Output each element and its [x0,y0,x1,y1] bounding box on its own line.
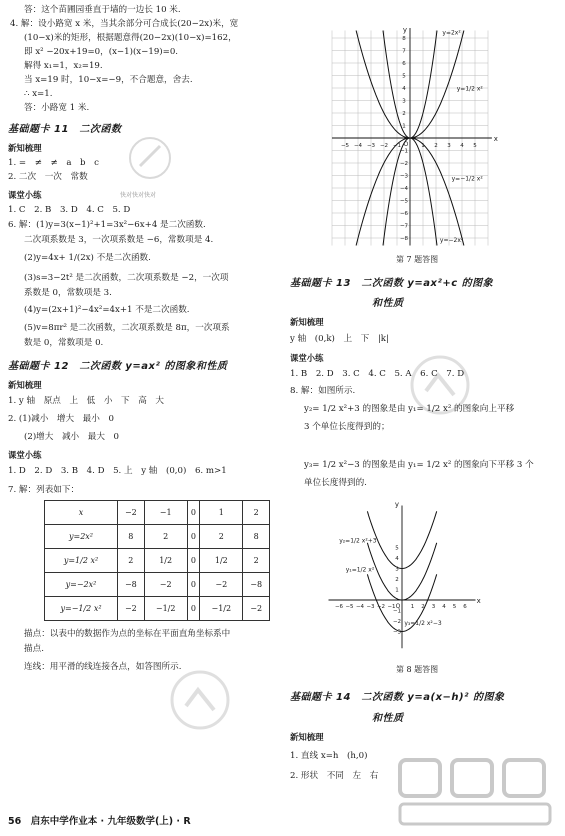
x-tick-label: −1 [387,604,396,610]
table-cell: 2 [243,501,270,525]
table-cell: −2 [118,501,145,525]
x-axis-label: x [493,135,498,143]
x-tick-label: −6 [334,604,344,610]
x-tick-label: 4 [442,604,446,610]
figure-7-caption: 第 7 题答图 [396,255,439,264]
table-cell: 2 [118,549,145,573]
answer-line: 1. = ≠ ≠ a b c [8,158,99,168]
subheading-new-knowledge: 新知梳理 [290,732,324,742]
y-tick-label: −6 [399,211,409,217]
figure-8-labels [335,501,481,636]
y-tick-label: 6 [402,61,406,67]
page-footer: 56 启东中学作业本 · 九年级数学(上) · R [8,816,191,827]
answer-line: (2)y=4x+ 1/(2x) 不是二次函数. [24,253,151,263]
kuaidui-watermark-icon [400,345,480,425]
table-cell: −1/2 [144,597,187,621]
answer-line: 2. 形状 不同 左 右 [290,771,379,781]
table-row [45,573,270,597]
answer-line: 3 个单位长度得到的； [304,422,390,432]
figure-8-caption: 第 8 题答图 [396,665,439,674]
table-cell: −8 [118,573,145,597]
table-cell: −2 [200,573,243,597]
y-tick-label: 2 [402,111,406,117]
table-cell: −1/2 [200,597,243,621]
answer-line: 二次项系数是 3，一次项系数是 −6，常数项是 4. [24,235,214,245]
answer-line: 当 x=19 时，10−x=−9，不合题意，舍去. [24,75,193,85]
answer-line: y₂= 1/2 x²+3 的图象是由 y₁= 1/2 x² 的图象向上平移 [304,404,515,414]
curve-label: y=−1/2 x² [451,175,483,183]
curve-label: y₁=1/2 x² [345,566,375,574]
x-tick-label: −3 [366,604,375,610]
x-tick-label: −2 [376,604,386,610]
answer-line: 描点. [24,644,44,654]
origin-label: O [403,141,409,148]
table-cell: 0 [187,549,200,573]
x-tick-label: 3 [431,604,436,610]
answer-line: 7. 解：列表如下： [8,485,80,495]
answer-line: (10−x)米的矩形，根据题意得(20−2x)(10−x)=162， [24,33,237,43]
y-tick-label: 5 [395,545,399,552]
answer-line: 4. 解：设小路宽 x 米，当其余部分可合成长(20−2x)米，宽 [10,19,239,29]
section-title-13-cont: 和性质 [372,298,404,309]
y-tick-label: −8 [399,236,409,242]
answer-line: (5)v=8πr² 是二次函数，二次项系数是 8π，一次项系 [24,323,230,333]
answer-line: (2)增大 减小 最大 0 [24,432,119,442]
subheading-new-knowledge: 新知梳理 [8,143,42,153]
curve-label: y₃=1/2 x²−3 [404,620,442,628]
y-tick-label: −7 [399,223,409,230]
answer-line: 1. C 2. B 3. D 4. C 5. D [8,205,131,215]
table-row [45,501,270,525]
subheading-practice: 课堂小练 [8,190,42,200]
x-tick-label: −5 [345,604,354,610]
table-row-header: y=2x² [45,525,118,549]
curve-label: y=1/2 x² [456,85,483,93]
answer-line: 6. 解：(1)y=3(x−1)²+1=3x²−6x+4 是二次函数. [8,220,206,230]
answer-line: 答：小路宽 1 米. [24,103,90,113]
value-table [44,500,270,621]
section-title-14: 基础题卡 14 二次函数 y=a(x−h)² 的图象 [290,692,505,703]
subheading-practice: 课堂小练 [8,450,42,460]
answer-line: (4)y=(2x+1)²−4x²=4x+1 不是二次函数. [24,305,190,315]
y-tick-label: −3 [392,629,402,636]
x-axis-label: x [476,597,481,605]
answer-line: 连线：用平滑的线连接各点，如答图所示. [24,662,182,672]
answer-line: 单位长度得到的. [304,478,367,488]
answer-line: (3)s=3−2t² 是二次函数，二次项系数是 −2，一次项 [24,273,229,283]
x-tick-label: 6 [463,604,467,610]
answer-line: 解得 x₁=1，x₂=19. [24,61,103,71]
table-cell: 0 [187,501,200,525]
answer-line: 1. 直线 x=h (h,0) [290,751,368,761]
x-tick-label: −2 [379,143,389,149]
table-cell: 1/2 [144,549,187,573]
subheading-practice: 课堂小练 [290,353,324,363]
y-tick-label: 2 [395,577,399,583]
x-tick-label: 5 [452,604,457,610]
x-tick-label: 4 [460,143,464,149]
kuaidui-watermark-icon [160,660,240,740]
table-cell: 2 [243,549,270,573]
x-tick-label: −3 [366,143,376,149]
stamp-watermark-text: 快对快对快对 [120,192,157,199]
answer-line: 系数是 0，常数项是 3. [24,288,112,298]
answer-line: 2. 二次 一次 常数 [8,172,88,182]
table-cell: −2 [144,573,187,597]
x-tick-label: −5 [340,143,350,149]
section-title-12: 基础题卡 12 二次函数 y=ax² 的图象和性质 [8,361,228,372]
y-tick-label: −3 [399,173,409,180]
table-cell: 0 [187,597,200,621]
answer-line: 1. B 2. D 3. C 4. C 5. A 6. C 7. D [290,369,465,379]
table-cell: −8 [243,573,270,597]
table-row-header: y=−2x² [45,573,118,597]
table-row-header: x [45,501,118,525]
mxqe-watermark-logo-icon [390,752,560,832]
table-row [45,525,270,549]
answer-line: 数是 0，常数项是 0. [24,338,104,348]
section-title-13: 基础题卡 13 二次函数 y=ax²+c 的图象 [290,278,494,289]
y-tick-label: 5 [402,73,406,80]
origin-label: O [395,603,401,610]
y-tick-label: −5 [399,198,409,205]
answer-line: y 轴 (0,k) 上 下 |k| [290,334,389,344]
table-cell: 0 [187,573,200,597]
table-cell: 8 [243,525,270,549]
stamp-watermark-icon [120,128,180,188]
x-tick-label: 1 [421,143,425,149]
answer-line: ∴ x=1. [24,89,53,99]
answer-line: y₃= 1/2 x²−3 的图象是由 y₁= 1/2 x² 的图象向下平移 3 个 [304,460,534,470]
table-row [45,549,270,573]
answer-line: 描点：以表中的数据作为点的坐标在平面直角坐标系中 [24,629,231,639]
y-tick-label: 3 [395,566,399,573]
y-tick-label: 4 [395,556,399,562]
figure-7-graph [330,25,500,250]
curve-label: y=−2x² [439,236,464,244]
y-tick-label: −1 [399,148,409,155]
table-row-header: y=−1/2 x² [45,597,118,621]
y-tick-label: −4 [399,186,409,192]
x-tick-label: 3 [447,143,451,149]
curve-label: y=2x² [442,29,461,37]
y-tick-label: 1 [402,123,406,130]
x-tick-label: 2 [421,604,425,610]
y-axis-label: y [402,25,408,34]
answer-line: 答：这个苗圃园垂直于墙的一边长 10 米. [24,5,181,15]
x-tick-label: 1 [410,604,415,610]
y-tick-label: 7 [402,48,406,55]
subheading-new-knowledge: 新知梳理 [290,317,324,327]
table-row-header: y=1/2 x² [45,549,118,573]
subheading-new-knowledge: 新知梳理 [8,380,42,390]
x-tick-label: 2 [434,143,438,149]
table-cell: −2 [118,597,145,621]
answer-line: 8. 解：如图所示. [290,386,356,396]
table-cell: −2 [243,597,270,621]
x-tick-label: −4 [355,604,365,610]
table-cell: 2 [200,525,243,549]
answer-line: 1. y 轴 原点 上 低 小 下 高 大 [8,396,165,406]
section-title-11: 基础题卡 11 二次函数 [8,124,122,135]
section-title-14-cont: 和性质 [372,713,404,724]
y-tick-label: −2 [392,619,402,625]
answer-line: 即 x² −20x+19=0，(x−1)(x−19)=0. [24,47,179,57]
curve-label: y₂=1/2 x²+3 [339,537,377,545]
x-tick-label: 5 [473,143,477,149]
table-cell: 1/2 [200,549,243,573]
figure-8-graph [320,502,480,657]
table-cell: 8 [118,525,145,549]
x-tick-label: −1 [392,143,402,149]
y-tick-label: 3 [402,98,406,105]
y-axis-label: y [394,500,400,509]
figure-8-axes [329,506,476,649]
x-tick-label: −4 [353,143,363,149]
y-tick-label: 4 [402,86,406,92]
table-cell: −1 [144,501,187,525]
table-cell: 2 [144,525,187,549]
table-cell: 0 [187,525,200,549]
y-tick-label: −1 [392,608,402,615]
y-tick-label: −2 [399,161,409,167]
table-row [45,597,270,621]
table-cell: 1 [200,501,243,525]
answer-line: 2. (1)减小 增大 最小 0 [8,414,114,424]
y-tick-label: 1 [395,587,399,594]
y-tick-label: 8 [402,36,406,42]
answer-line: 1. D 2. D 3. B 4. D 5. 上 y 轴 (0,0) 6. m>1 [8,466,227,476]
